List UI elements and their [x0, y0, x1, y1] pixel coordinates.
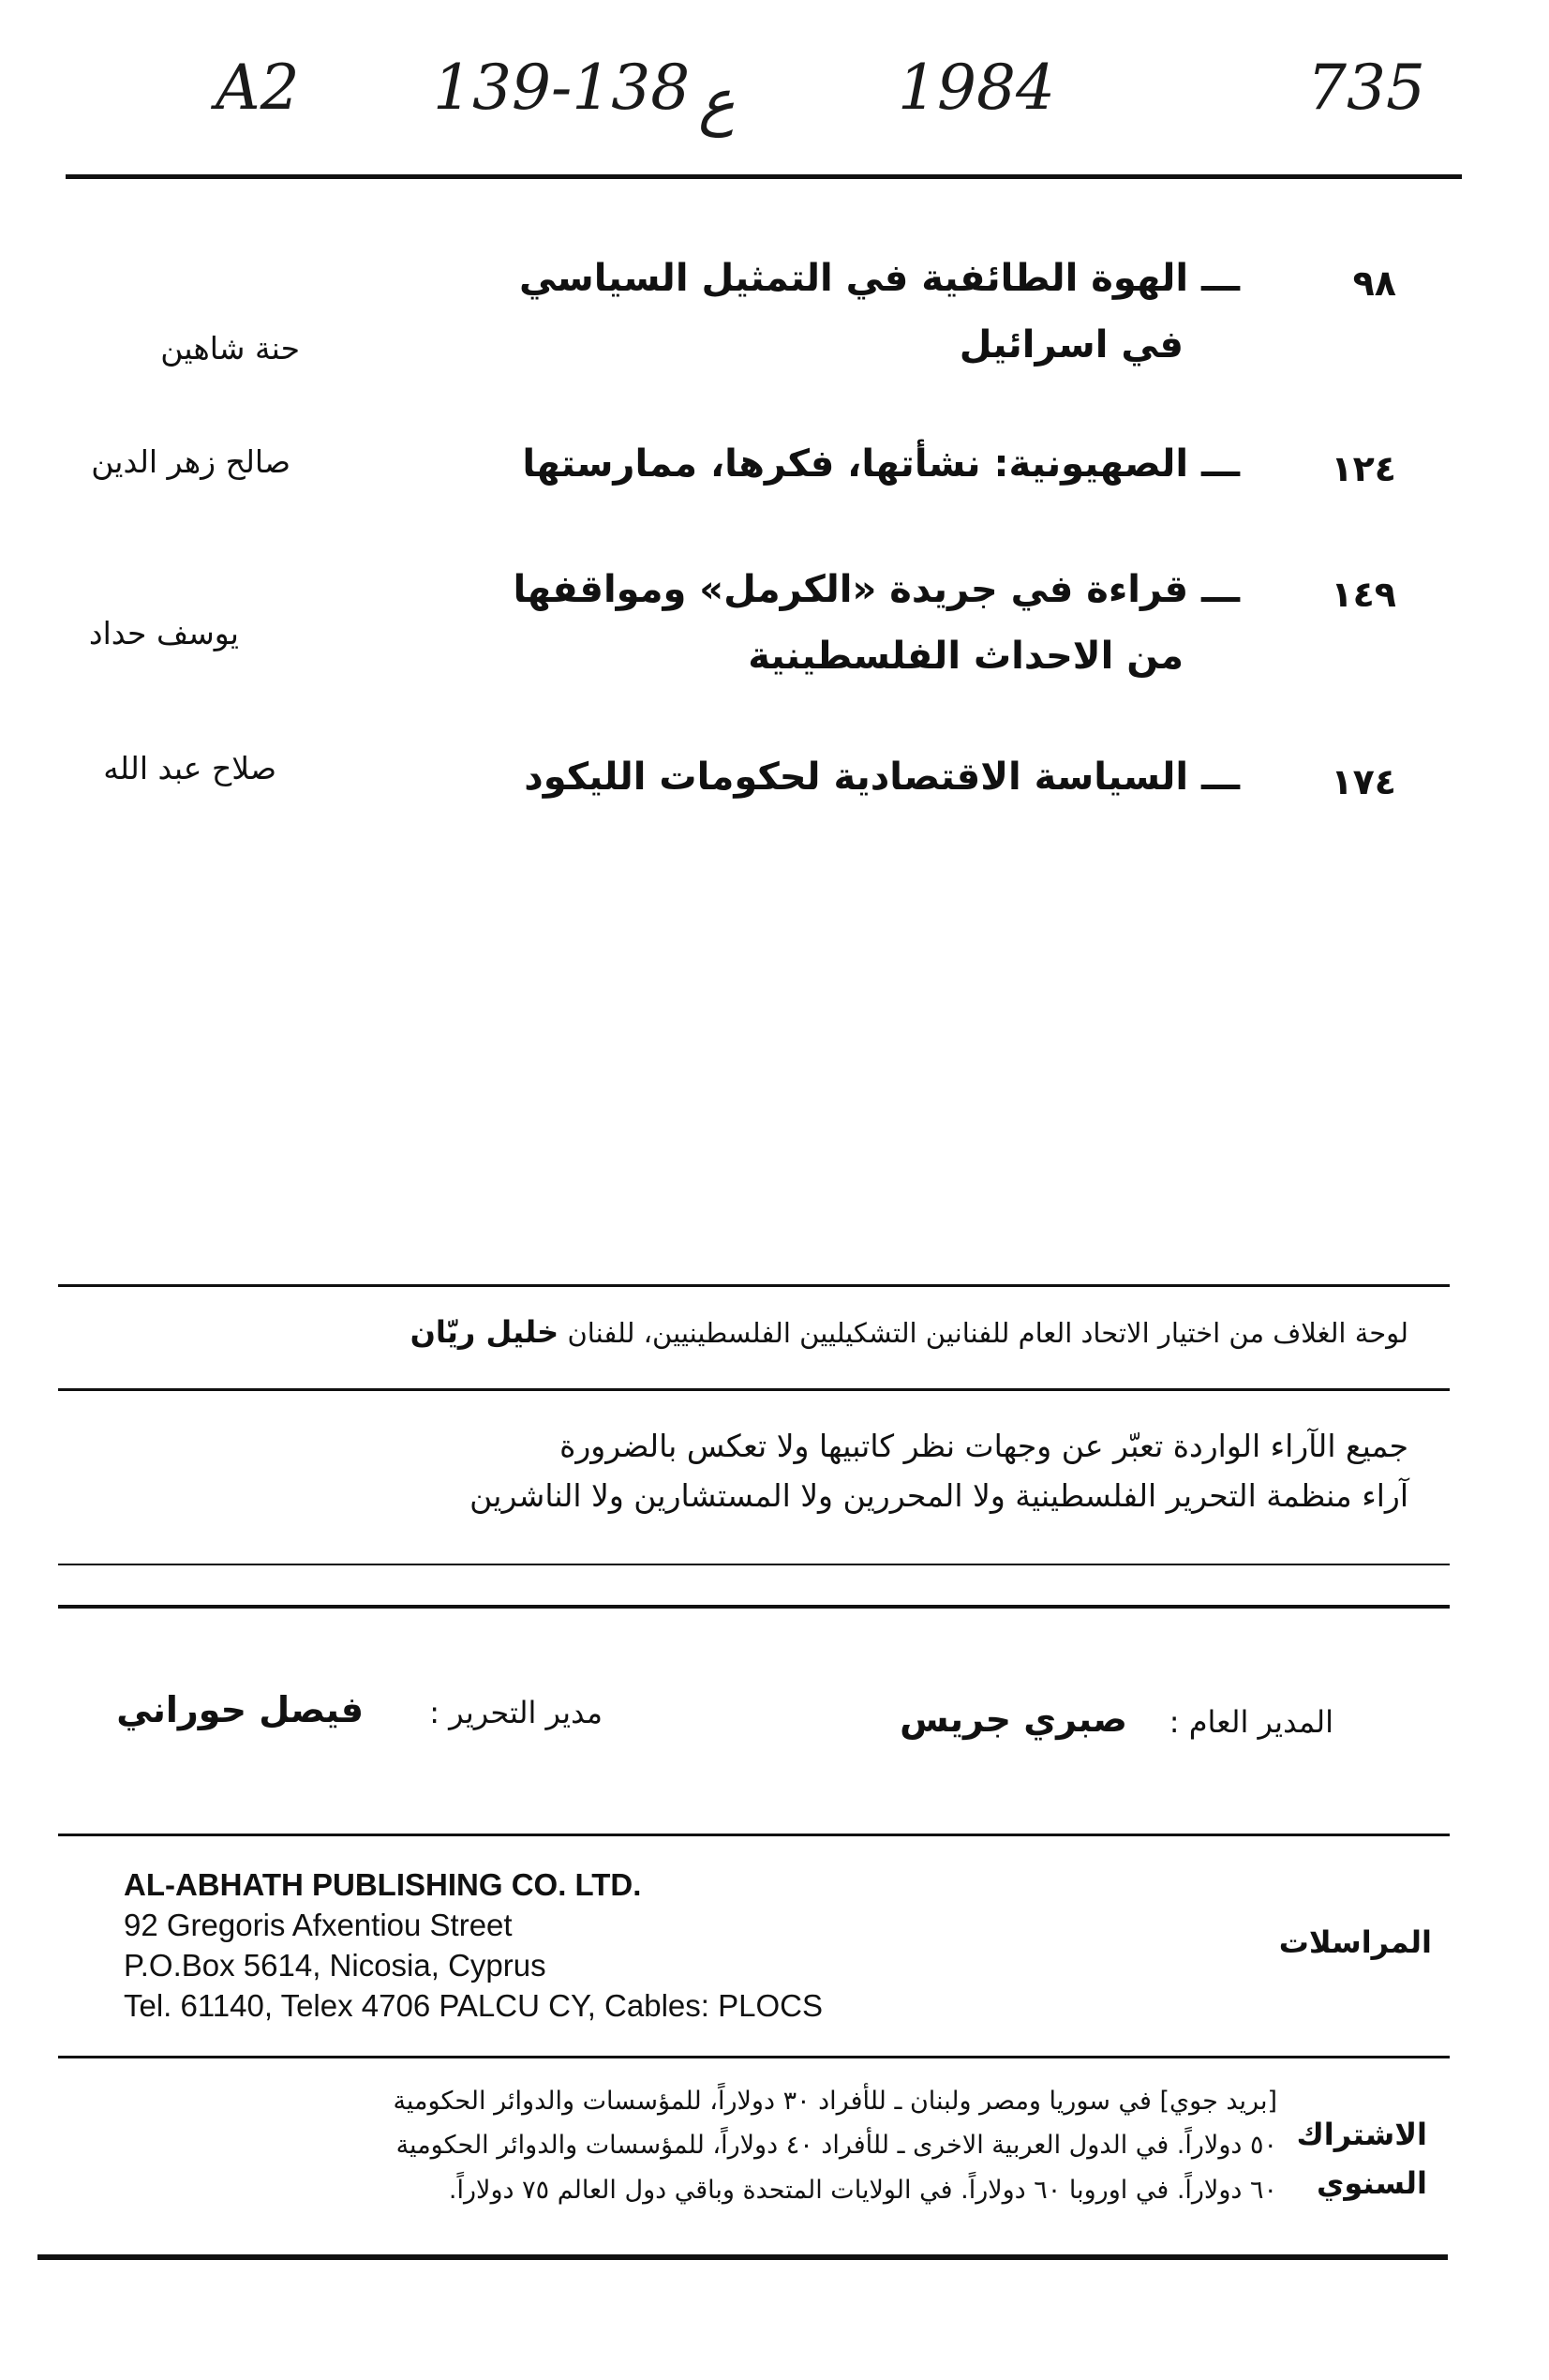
toc-page-number: ١٤٩ [1331, 574, 1396, 615]
toc-title: ـــ السياسة الاقتصادية لحكومات الليكود [524, 756, 1240, 799]
divider [58, 2056, 1450, 2058]
divider [58, 1834, 1450, 1836]
general-manager-label: المدير العام : [1169, 1704, 1333, 1740]
handwritten-ref: A2 [216, 52, 300, 124]
handwritten-code: 735 [1307, 52, 1425, 124]
subscription-line: ٥٠ دولاراً. في الدول العربية الاخرى ـ للأفراد ٤٠ دولاراً، للمؤسسات والدوائر الحكومية [395, 2131, 1277, 2160]
toc-title-continued: في اسرائيل [959, 323, 1184, 367]
cover-artist: خليل ريّان [410, 1314, 559, 1350]
general-manager-name: صبري جريس [900, 1699, 1127, 1740]
editorial-manager-label: مدير التحرير : [429, 1695, 603, 1730]
bottom-rule [37, 2254, 1448, 2260]
subscription-line: [بريد جوي] في سوريا ومصر ولبنان ـ للأفراد ٣٠ دولاراً، للمؤسسات والدوائر الحكومية [393, 2087, 1277, 2116]
toc-page-number: ١٧٤ [1331, 761, 1396, 802]
correspondence-label: المراسلات [1278, 1924, 1432, 1960]
toc-title-continued: من الاحداث الفلسطينية [748, 635, 1184, 678]
editorial-manager-name: فيصل حوراني [116, 1689, 364, 1730]
top-rule [66, 174, 1462, 179]
toc-title: ـــ الهوة الطائفية في التمثيل السياسي [518, 257, 1240, 300]
divider [58, 1284, 1450, 1287]
divider-thick [58, 1605, 1450, 1609]
toc-author: صلاح عبد الله [103, 750, 276, 786]
divider [58, 1564, 1450, 1565]
address-street: 92 Gregoris Afxentiou Street [124, 1908, 513, 1942]
subscription-label-continued: السنوي [1317, 2165, 1427, 2201]
subscription-label: الاشتراك [1296, 2117, 1427, 2152]
toc-title: ـــ الصهيونية: نشأتها، فكرها، ممارستها [522, 442, 1240, 486]
toc-author: صالح زهر الدين [91, 443, 290, 480]
disclaimer-line: جميع الآراء الواردة تعبّر عن وجهات نظر كاتبيها ولا تعكس بالضرورة [559, 1428, 1408, 1464]
publisher-name: AL-ABHATH PUBLISHING CO. LTD. [124, 1867, 642, 1902]
divider [58, 1388, 1450, 1391]
handwritten-letter: ع [698, 66, 736, 138]
toc-page-number: ٩٨ [1352, 262, 1396, 304]
cover-note [410, 1314, 1408, 1350]
handwritten-year: 1984 [898, 52, 1055, 124]
subscription-line: ٦٠ دولاراً. في اوروبا ٦٠ دولاراً. في الولايات المتحدة وباقي دول العالم ٧٥ دولاراً. [448, 2176, 1277, 2205]
toc-page-number: ١٢٤ [1331, 448, 1396, 489]
disclaimer-line: آراء منظمة التحرير الفلسطينية ولا المحررين ولا المستشارين ولا الناشرين [469, 1477, 1408, 1514]
address-pobox: P.O.Box 5614, Nicosia, Cyprus [124, 1948, 546, 1983]
toc-title: ـــ قراءة في جريدة «الكرمل» ومواقفها [513, 568, 1240, 611]
toc-author: حنة شاهين [160, 330, 300, 367]
contact-numbers: Tel. 61140, Telex 4706 PALCU CY, Cables: PLOCS [124, 1988, 823, 2023]
cover-note-text: لوحة الغلاف من اختيار الاتحاد العام للفنانين التشكيليين الفلسطينيين، للفنان [567, 1317, 1408, 1349]
toc-author: يوسف حداد [88, 615, 239, 651]
handwritten-pages: 139-138 [433, 52, 691, 124]
